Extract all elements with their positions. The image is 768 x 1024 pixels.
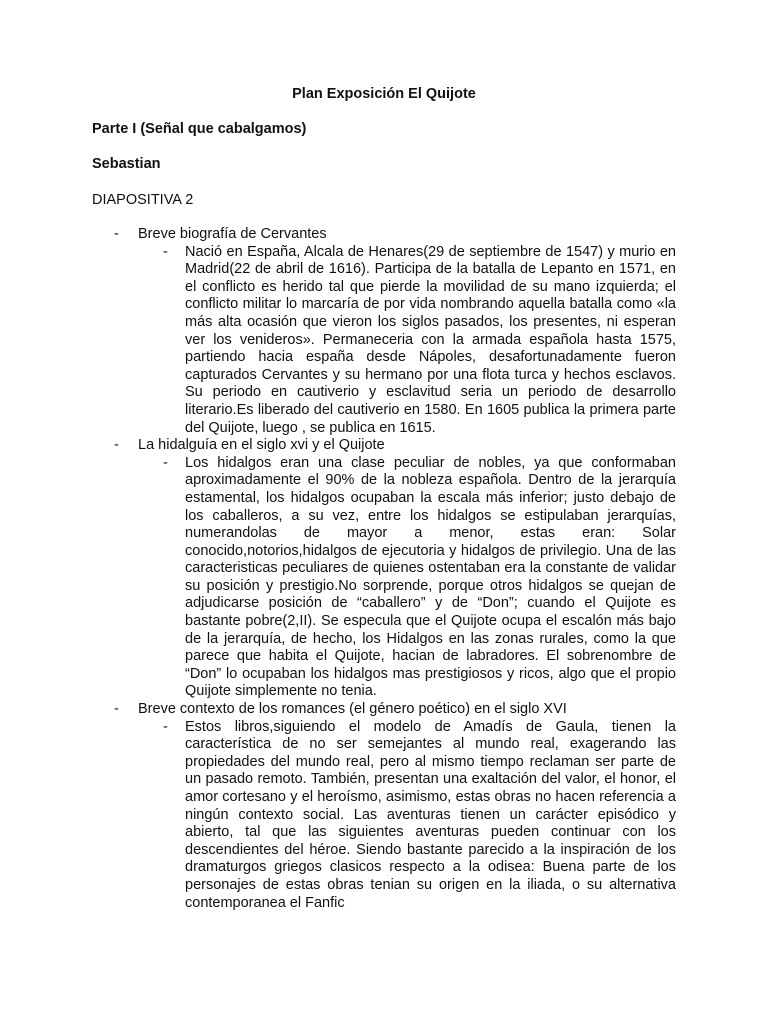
bullet-dash: - bbox=[163, 243, 168, 260]
outline-subitem bbox=[138, 455, 676, 701]
outline-subitem bbox=[138, 719, 676, 913]
bullet-dash: - bbox=[163, 718, 168, 735]
part-heading: Parte I (Señal que cabalgamos) bbox=[92, 121, 307, 137]
slide-label: DIAPOSITIVA 2 bbox=[92, 192, 194, 208]
outline-subitem-text: Estos libros,siguiendo el modelo de Amadís de Gaula, tienen la característica de no ser semejantes al mundo real, exagerando las propiedades del mundo real, pero al mismo tiempo reclaman ser parte de un pasado remoto. También, presentan una exaltación del valor, el honor, el amor cortesano y el heroísmo, asimismo, estas obras no hacen referencia a ningún contexto social. Las aventuras tienen un carácter episódico y abierto, tal que las siguientes aventuras pueden continuar con los descendientes del héroe. Siendo bastante parecido a la inspiración de los dramaturgos griegos clasicos respecto a la odisea: Buena parte de los personajes de estas obras tenian su origen en la iliada, o su alternativa contemporanea el Fanfic bbox=[185, 718, 676, 911]
document-title: Plan Exposición El Quijote bbox=[292, 86, 476, 102]
outline-item-romances-context bbox=[114, 701, 676, 912]
outline-item-hidalguia bbox=[114, 437, 676, 701]
bullet-dash: - bbox=[163, 454, 168, 471]
bullet-dash: - bbox=[114, 701, 119, 718]
outline-item-label: La hidalguía en el siglo xvi y el Quijote bbox=[138, 437, 385, 454]
outline-list bbox=[114, 226, 676, 912]
bullet-dash: - bbox=[114, 437, 119, 454]
outline-item-label: Breve contexto de los romances (el género poético) en el siglo XVI bbox=[138, 701, 567, 718]
outline-subitem bbox=[138, 244, 676, 438]
outline-subitem-text: Los hidalgos eran una clase peculiar de nobles, ya que conformaban aproximadamente el 90% de la nobleza española. Dentro de la jerarquía estamental, los hidalgos ocupaban la escala más inferior; justo debajo de los caballeros, a su vez, entre los hidalgos se estipulaban jerarquías, numerandolas de mayor a menor, estas eran: Solar conocido,notorios,hidalgos de ejecutoria y hidalgos de privilegio. Una de las caracteristicas peculiares de quienes ostentaban era la constante de validar su posición y prestigio.No sorprende, porque otros hidalgos se quejan de adjudicarse posición de “caballero” y de “Don”; cuando el Quijote es bastante pobre(2,II). Se especula que el Quijote ocupa el escalón más bajo de la jerarquía, de hecho, los Hidalgos en las zonas rurales, como la que parece que habita el Quijote, hacian de labradores. El sobrenombre de “Don” lo ocupaban los hidalgos mas prestigiosos y ricos, algo que el propio Quijote simplemente no tenia. bbox=[185, 454, 676, 700]
outline-item-cervantes-biography bbox=[114, 226, 676, 437]
bullet-dash: - bbox=[114, 226, 119, 242]
speaker-name: Sebastian bbox=[92, 156, 161, 172]
outline-item-label: Breve biografía de Cervantes bbox=[138, 226, 327, 242]
outline-subitem-text: Nació en España, Alcala de Henares(29 de septiembre de 1547) y murio en Madrid(22 de abril de 1616). Participa de la batalla de Lepanto en 1571, en el conflicto es herido tal que pierde la movilidad de su mano izquierda; el conflicto militar lo marcaría de por vida nombrando aquella batalla como «la más alta ocasión que vieron los siglos pasados, los presentes, ni esperan ver los venideros». Permaneceria con la armada española hasta 1575, partiendo hacia españa desde Nápoles, desafortunadamente fueron capturados Cervantes y su hermano por una flota turca y hechos esclavos. Su periodo en cautiverio y esclavitud seria un periodo de desarrollo literario.Es liberado del cautiverio en 1580. En 1605 publica la primera parte del Quijote, luego , se publica en 1615. bbox=[185, 243, 676, 436]
